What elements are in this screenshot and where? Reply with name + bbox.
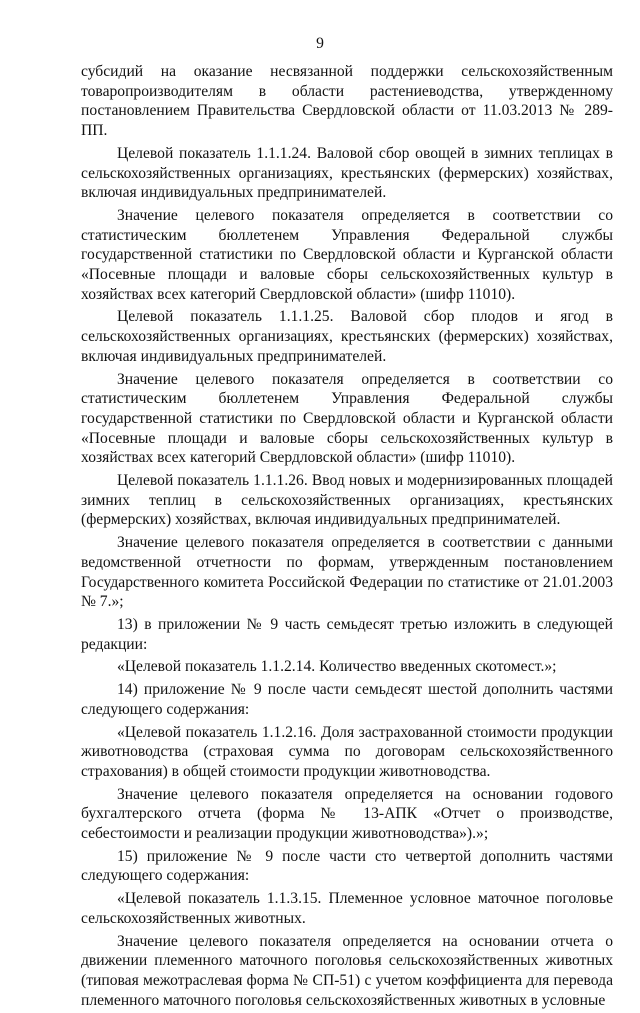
paragraph: «Целевой показатель 1.1.2.16. Доля застрахованной стоимости продукции животноводства (страховая сумма по договорам сельскохозяйственного страхования) в общей стоимости продукции животноводства. <box>81 723 613 780</box>
paragraph: субсидий на оказание несвязанной поддержки сельскохозяйственным товаропроизводителям в области растениеводства, утвержденному постановлением Правительства Свердловской области от 11.03.2013 № 289-ПП. <box>81 63 613 140</box>
paragraph: Значение целевого показателя определяется на основании годового бухгалтерского отчета (форма № 13-АПК «Отчет о производстве, себестоимости и реализации продукции животноводства»).»; <box>81 785 613 843</box>
paragraph: 14) приложение № 9 после части семьдесят шестой дополнить частями следующего содержания: <box>81 681 613 718</box>
document-body <box>81 62 613 1013</box>
paragraph: Значение целевого показателя определяется в соответствии со статистическим бюллетенем Управления Федеральной службы государственной статистики по Свердловской области и Курганской области «Посевные площади и валовые сборы сельскохозяйственных культур в хозяйствах всех категорий Свердловской области» (шифр 11010). <box>81 370 613 467</box>
page-number: 9 <box>316 35 324 52</box>
paragraph: Целевой показатель 1.1.1.24. Валовой сбор овощей в зимних теплицах в сельскохозяйственных организациях, крестьянских (фермерских) хозяйствах, включая индивидуальных предпринимателей. <box>81 144 613 202</box>
paragraph: Целевой показатель 1.1.1.26. Ввод новых и модернизированных площадей зимних теплиц в сельскохозяйственных организациях, крестьянских (фермерских) хозяйствах, включая индивидуальных предпринимателей. <box>81 472 613 529</box>
paragraph: 13) в приложении № 9 часть семьдесят третью изложить в следующей редакции: <box>81 615 613 653</box>
paragraph: «Целевой показатель 1.1.3.15. Племенное условное маточное поголовье сельскохозяйственных животных. <box>81 890 613 927</box>
paragraph: Значение целевого показателя определяется на основании отчета о движении племенного маточного поголовья сельскохозяйственных животных (типовая межотраслевая форма № СП-51) с учетом коэффициента для перевода племенного маточного поголовья сельскохозяйственных животных в условные <box>81 932 613 1009</box>
paragraph: «Целевой показатель 1.1.2.14. Количество введенных скотомест.»; <box>117 658 557 676</box>
paragraph: Целевой показатель 1.1.1.25. Валовой сбор плодов и ягод в сельскохозяйственных организациях, крестьянских (фермерских) хозяйствах, включая индивидуальных предпринимателей. <box>81 308 613 365</box>
paragraph: 15) приложение № 9 после части сто четвертой дополнить частями следующего содержания: <box>81 847 613 885</box>
paragraph: Значение целевого показателя определяется в соответствии с данными ведомственной отчетности по формам, утвержденным постановлением Государственного комитета Российской Федерации по статистике от 21.01.2003 № 7.»; <box>81 534 613 611</box>
paragraph: Значение целевого показателя определяется в соответствии со статистическим бюллетенем Управления Федеральной службы государственной статистики по Свердловской области и Курганской области «Посевные площади и валовые сборы сельскохозяйственных культур в хозяйствах всех категорий Свердловской области» (шифр 11010). <box>81 206 613 303</box>
